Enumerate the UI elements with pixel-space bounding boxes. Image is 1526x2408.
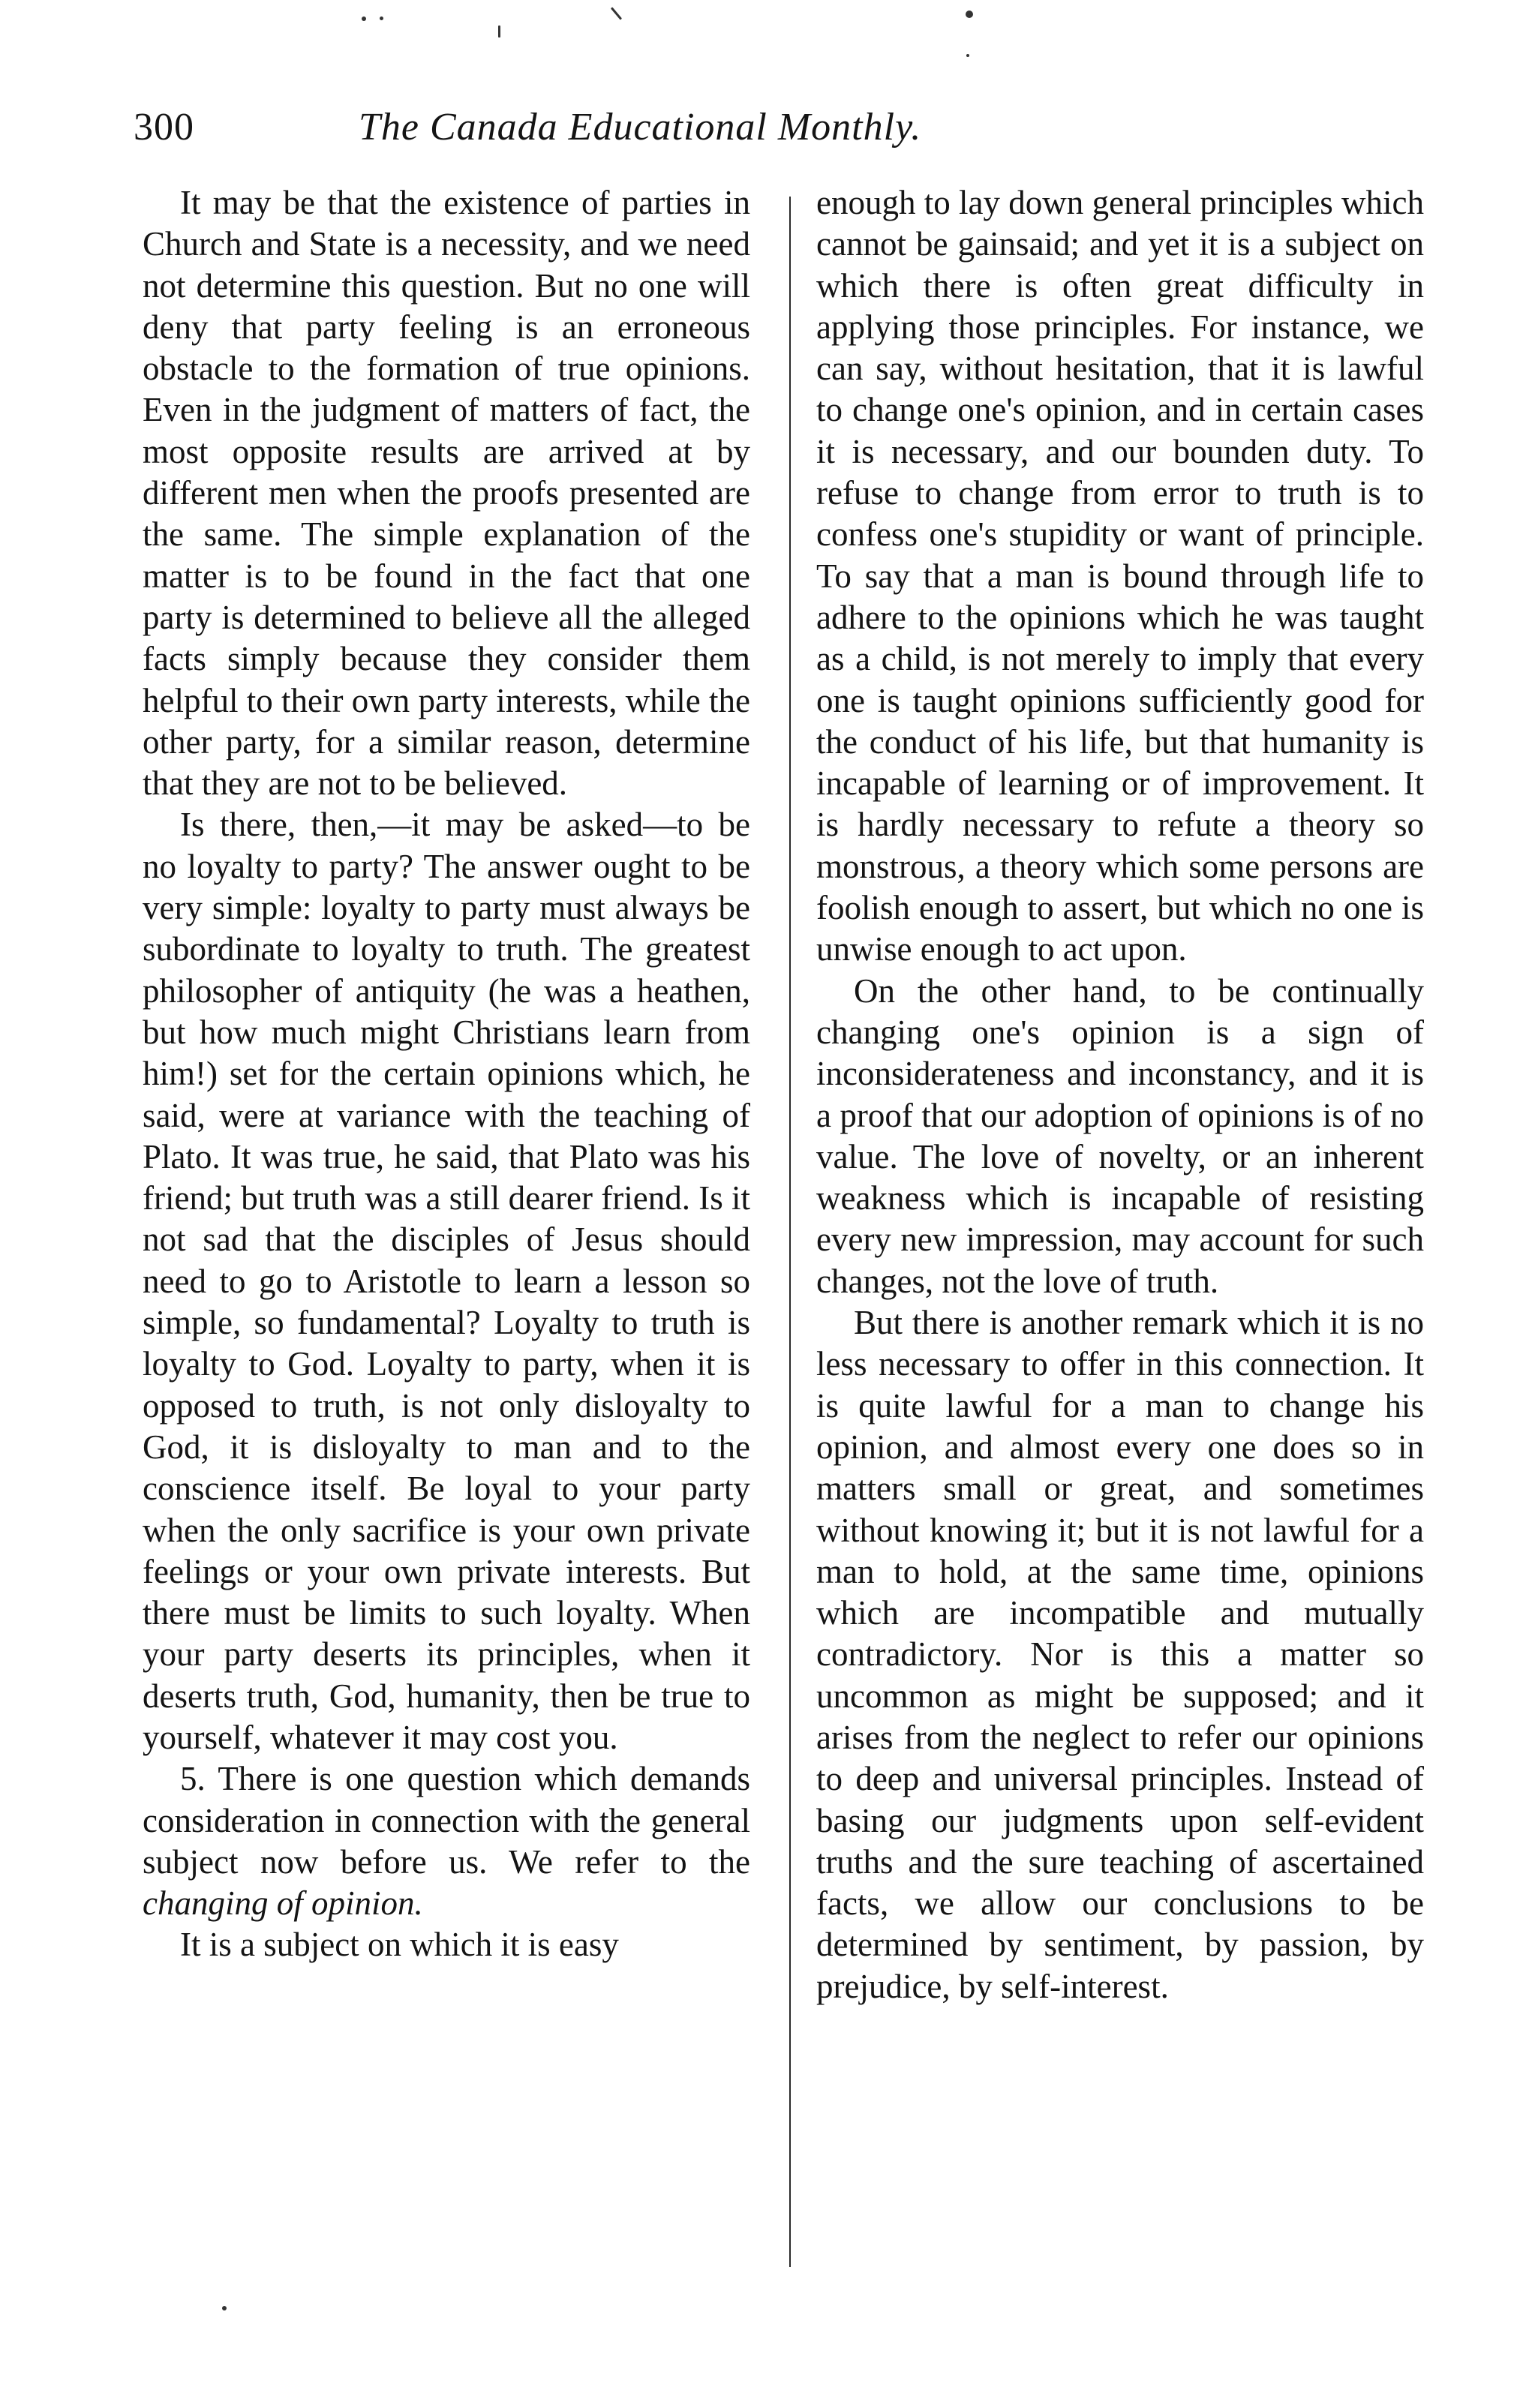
- left-column: [143, 182, 750, 1966]
- page-number: 300: [134, 106, 194, 149]
- paragraph: But there is another remark which it is no less necessary to offer in this connection. It is quite lawful for a man to change his opinion, and almost every one does so in matters small or great, and sometimes without knowing it; but it is not lawful for a man to hold, at the same time, opinions which are incompatible and mutually contradictory. Nor is this a matter so uncommon as might be supposed; and it arises from the neglect to refer our opinions to deep and universal principles. Instead of basing our judgments upon self-evident truths and the sure teaching of ascertained facts, we allow our conclusions to be determined by sentiment, by passion, by prejudice, by self-interest.: [816, 1304, 1424, 2005]
- italic-phrase: changing of opinion.: [143, 1884, 423, 1923]
- page-header: [134, 105, 1154, 158]
- running-title: The Canada Educational Monthly.: [359, 106, 922, 149]
- paragraph: Is there, then,—it may be asked—to be no loyalty to party? The answer ought to be very simple: loyalty to party must always be subordinate to loyalty to truth. The greatest philosopher of antiquity (he was a heathen, but how much might Christians learn from him!) set for the certain opinions which, he said, were at variance with the teaching of Plato. It was true, he said, that Plato was his friend; but truth was a still dearer friend. Is it not sad that the disciples of Jesus should need to go to Aristotle to learn a lesson so simple, so fundamental? Loyalty to truth is loyalty to God. Loyalty to party, when it is opposed to truth, is not only disloyalty to God, it is disloyalty to man and to the conscience itself. Be loyal to your party when the only sacrifice is your own private feelings or your own private interests. But there must be limits to such loyalty. When your party deserts its principles, when it deserts truth, God, humanity, then be true to yourself, whatever it may cost you.: [143, 806, 750, 1756]
- scan-speck: [362, 17, 366, 21]
- paragraph: It is a subject on which it is easy: [180, 1926, 619, 1964]
- scan-speck: [222, 2306, 227, 2310]
- scan-speck: [611, 7, 622, 20]
- paragraph: On the other hand, to be continually changing one's opinion is a sign of inconsiderateness and inconstancy, and it is a proof that our adoption of opinions is of no value. The love of novelty, or an inherent weakness which is incapable of resisting every new impression, may account for such changes, not the love of truth.: [816, 971, 1424, 1300]
- scan-speck: [966, 11, 973, 18]
- paragraph: [143, 1758, 750, 1924]
- right-column: [816, 182, 1424, 2007]
- paragraph: It may be that the existence of parties in Church and State is a necessity, and we need not determine this question. But no one will deny that party feeling is an erroneous obstacle to the formation of true opinions. Even in the judgment of matters of fact, the most opposite results are arrived at by different men when the proofs presented are the same. The simple explanation of the matter is to be found in the fact that one party is determined to believe all the alleged facts simply because they consider them helpful to their own party interests, while the other party, for a similar reason, determine that they are not to be believed.: [143, 184, 750, 803]
- paragraph-text: 5. There is one question which demands consideration in connection with the general subject now before us. We refer to the: [143, 1760, 750, 1881]
- paragraph: enough to lay down general principles which cannot be gainsaid; and yet it is a subject on which there is often great difficulty in applying those principles. For instance, we can say, without hesitation, that it is lawful to change one's opinion, and in certain cases it is necessary, and our bounden duty. To refuse to change from error to truth is to confess one's stupidity or want of principle. To say that a man is bound through life to adhere to the opinions which he was taught as a child, is not merely to imply that every one is taught opinions sufficiently good for the conduct of his life, but that humanity is incapable of learning or of improvement. It is hardly necessary to refute a theory so monstrous, a theory which some persons are foolish enough to assert, but which no one is unwise enough to act upon.: [816, 184, 1424, 968]
- scan-speck: [498, 26, 500, 38]
- scan-speck: [966, 54, 969, 57]
- scan-speck: [380, 17, 383, 20]
- column-divider: [789, 197, 791, 2267]
